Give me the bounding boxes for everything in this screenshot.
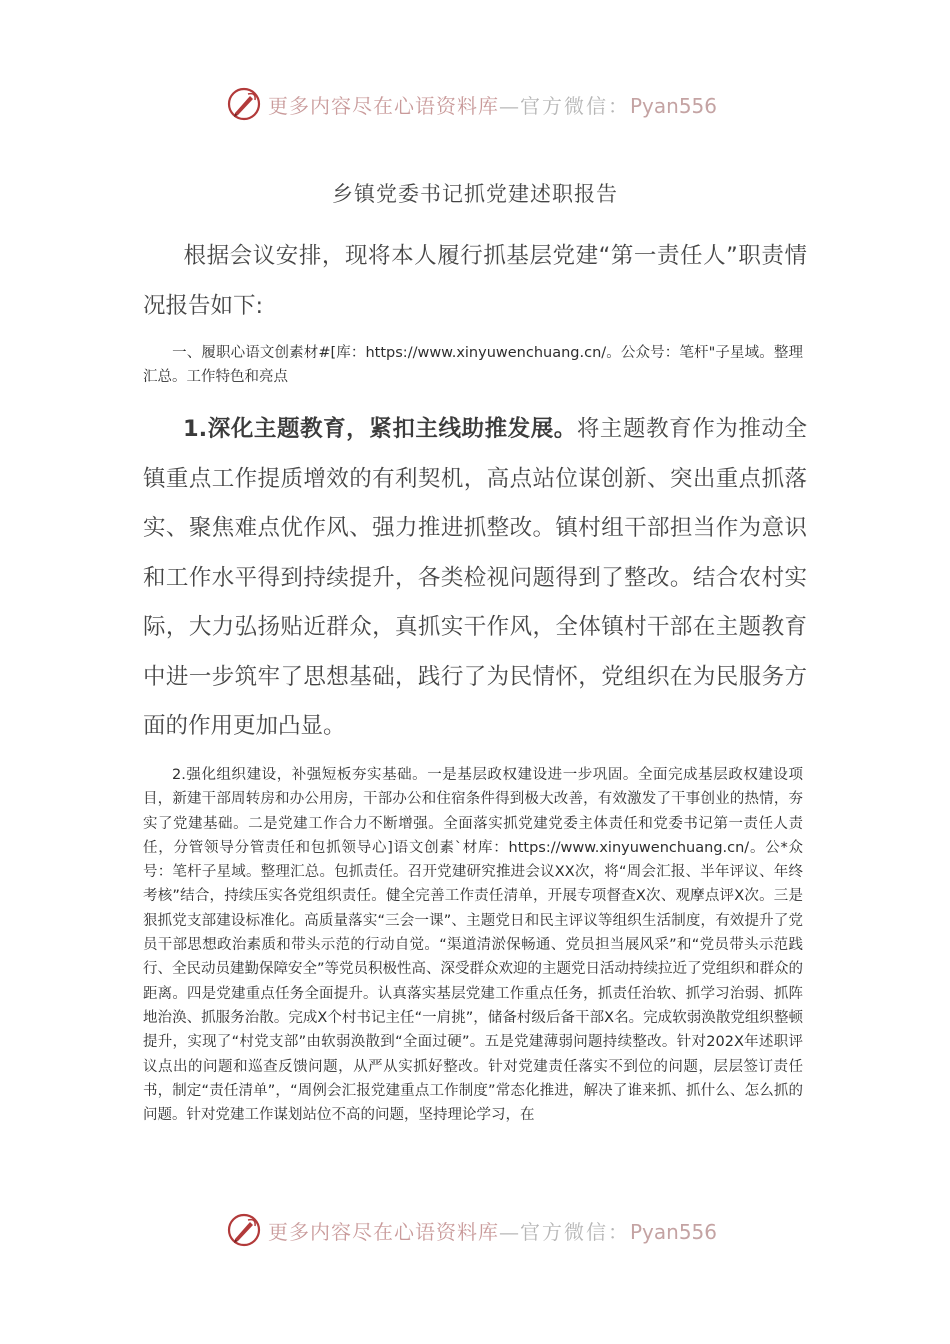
footer-wechat-id: Pyan556: [630, 1219, 718, 1244]
item-1-body: 将主题教育作为推动全镇重点工作提质增效的有利契机，高点站位谋创新、突出重点抓落实、聚焦难点优作风、强力推进抓整改。镇村组干部担当作为意识和工作水平得到持续提升，各类检视问题得到了整改。结合农村实际，大力弘扬贴近群众，真抓实干作风，全体镇村干部在主题教育中进一步筑牢了思想基础，践行了为民情怀，党组织在为民服务方面的作用更加凸显。: [143, 416, 807, 739]
pen-logo-icon: [226, 1212, 262, 1248]
footer-dash: —: [499, 1219, 520, 1244]
pen-logo-icon: [226, 86, 262, 122]
banner-dash: —: [499, 93, 520, 118]
document-title: 乡镇党委书记抓党建述职报告: [332, 182, 618, 206]
footer-banner-text: [268, 1216, 717, 1245]
footer-main-text: 更多内容尽在心语资料库: [268, 1219, 499, 1244]
item-1-paragraph: [143, 405, 807, 752]
header-banner: [226, 84, 746, 124]
section-1-heading: [143, 341, 803, 390]
section-1-text: 一、履职心语文创素材#[库：https://www.xinyuwenchuang.cn/。公众号：笔杆"子星域。整理汇总。工作特色和亮点: [143, 345, 803, 386]
intro-paragraph: [143, 232, 807, 331]
item-2-paragraph: [143, 763, 803, 1127]
item-1-heading: 1.深化主题教育，紧扣主线助推发展。: [183, 416, 577, 442]
banner-main-text: 更多内容尽在心语资料库: [268, 93, 499, 118]
footer-banner: [226, 1210, 746, 1250]
banner-official-text: 官方微信：: [520, 93, 630, 118]
banner-text: [268, 90, 717, 119]
banner-wechat-id: Pyan556: [630, 93, 718, 118]
item-2-text: 2.强化组织建设，补强短板夯实基础。一是基层政权建设进一步巩固。全面完成基层政权建设项目，新建干部周转房和办公用房，干部办公和住宿条件得到极大改善，有效激发了干事创业的热情，夯实了党建基础。二是党建工作合力不断增强。全面落实抓党建党委主体责任和党委书记第一责任人责任，分管领导分管责任和包抓领导心]语文创素`材库：https://www.xinyuwenchuang.cn/。公*众号：笔杆子星域。整理汇总。包抓责任。召开党建研究推进会议XX次，将“周会汇报、半年评议、年终考核”结合，持续压实各党组织责任。健全完善工作责任清单，开展专项督查X次、观摩点评X次。三是狠抓党支部建设标准化。高质量落实“三会一课”、主题党日和民主评议等组织生活制度，有效提升了党员干部思想政治素质和带头示范的行动自觉。“渠道清淤保畅通、党员担当展风采”和“党员带头示范践行、全民动员建勤保障安全”等党员积极性高、深受群众欢迎的主题党日活动持续拉近了党组织和群众的距离。四是党建重点任务全面提升。认真落实基层党建工作重点任务，抓责任治软、抓学习治弱、抓阵地治涣、抓服务治散。完成X个村书记主任“一肩挑”，储备村级后备干部X名。完成软弱涣散党组织整顿提升，实现了“村党支部”由软弱涣散到“全面过硬”。五是党建薄弱问题持续整改。针对202X年述职评议点出的问题和巡查反馈问题，从严从实抓好整改。针对党建责任落实不到位的问题，层层签订责任书，制定“责任清单”，“周例会汇报党建重点工作制度”常态化推进，解决了谁来抓、抓什么、怎么抓的问题。针对党建工作谋划站位不高的问题，坚持理论学习，在: [143, 767, 804, 1124]
footer-official-text: 官方微信：: [520, 1219, 630, 1244]
intro-text: 根据会议安排，现将本人履行抓基层党建“第一责任人”职责情况报告如下:: [143, 243, 807, 319]
